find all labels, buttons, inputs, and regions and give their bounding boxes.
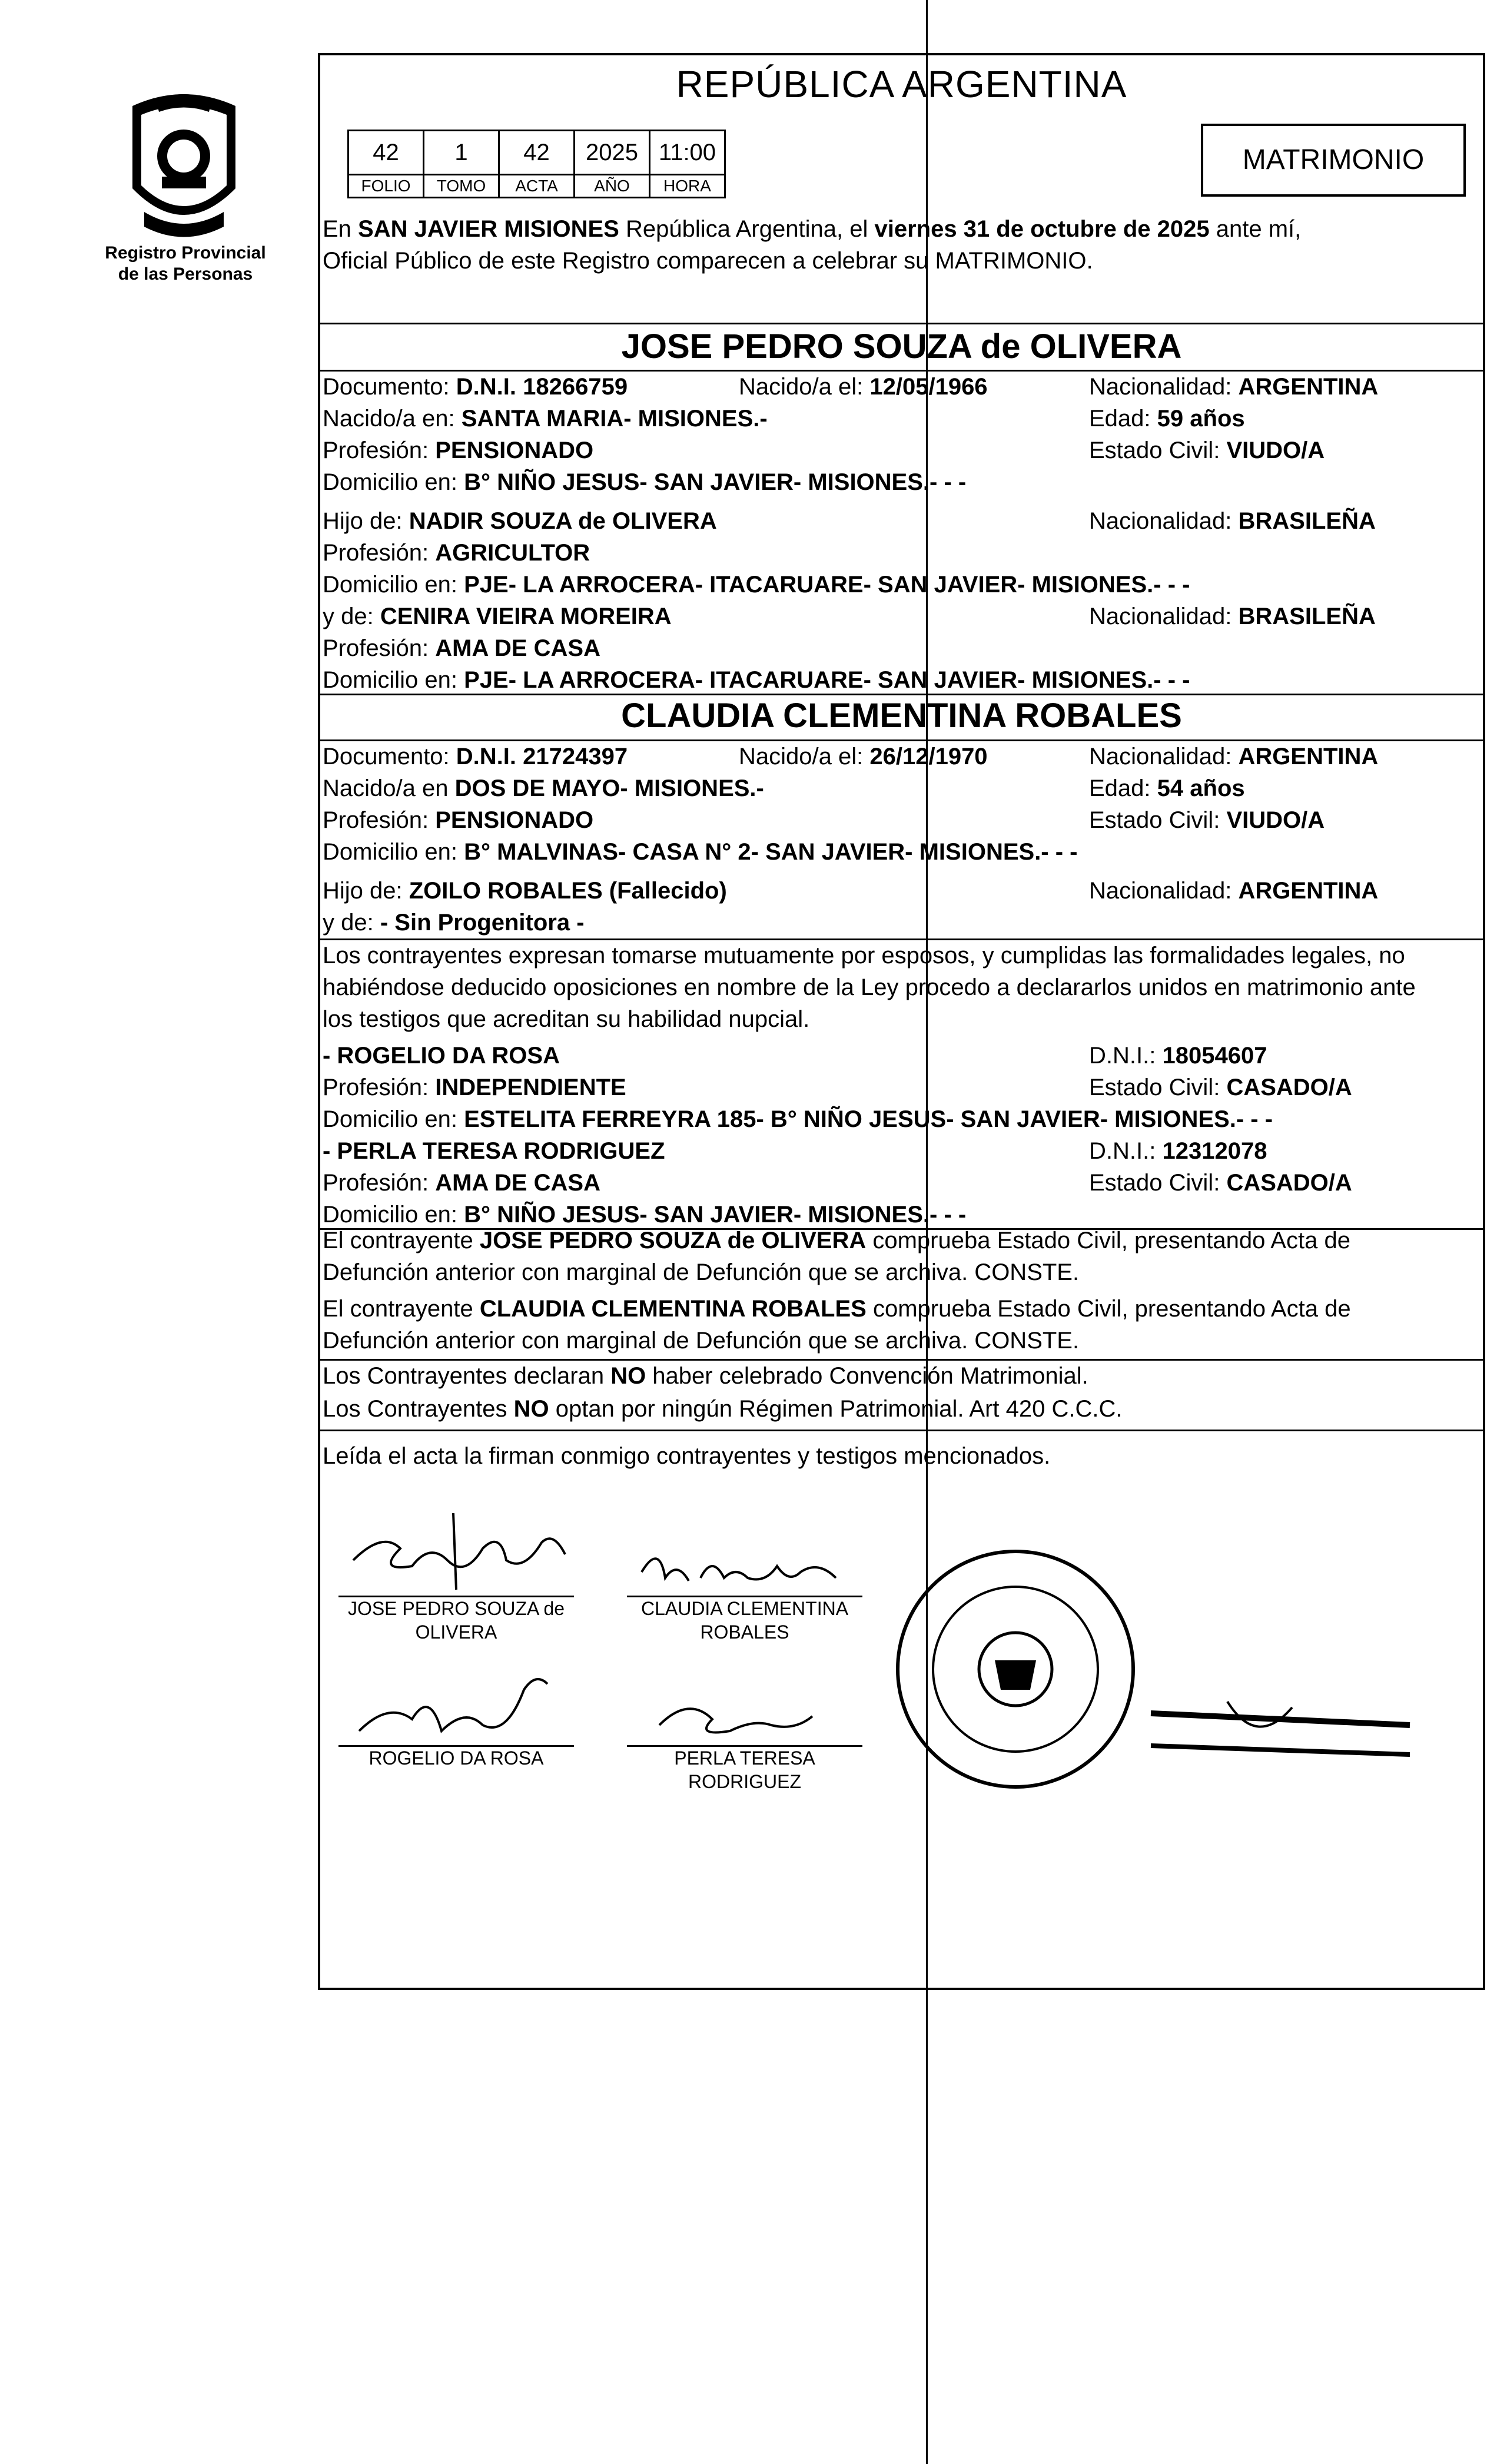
- act-reference-table: [347, 130, 726, 198]
- value: - Sin Progenitora -: [380, 910, 585, 936]
- label: Nacido/a en: [323, 775, 449, 801]
- declaration-line2: habiéndose deducido oposiciones en nombre de la Ley procedo a declararlos unidos en matrimonio ante: [323, 974, 1416, 1000]
- value: PJE- LA ARROCERA- ITACARUARE- SAN JAVIER- MISIONES.- - -: [464, 667, 1190, 693]
- label: Estado Civil:: [1089, 807, 1220, 833]
- label: D.N.I.:: [1089, 1043, 1156, 1069]
- value: AGRICULTOR: [435, 540, 590, 566]
- spouse1-father-address: [323, 569, 1190, 601]
- signature-spouse1: [330, 1507, 589, 1596]
- spouse2-civil-status: [1089, 804, 1325, 836]
- witness1-profession: [323, 1072, 626, 1103]
- spouse2-age: [1089, 772, 1245, 804]
- line: RODRIGUEZ: [688, 1771, 801, 1792]
- registry-label-line1: Registro Provincial: [105, 243, 266, 263]
- spouse1-age: [1089, 403, 1245, 435]
- value: ARGENTINA: [1238, 374, 1379, 400]
- signature-witness2: [624, 1684, 871, 1749]
- note1-line1: [323, 1225, 1350, 1256]
- value: BRASILEÑA: [1238, 603, 1376, 629]
- intro-text-b: República Argentina, el: [619, 216, 875, 242]
- value: B° NIÑO JESUS- SAN JAVIER- MISIONES.- - -: [464, 1202, 967, 1228]
- witness2-dni: [1089, 1135, 1267, 1167]
- label: Hijo de:: [323, 878, 403, 904]
- note1-line2: Defunción anterior con marginal de Defunción que se archiva. CONSTE.: [323, 1259, 1080, 1285]
- label: Profesión:: [323, 437, 429, 463]
- folio-label: FOLIO: [348, 175, 424, 198]
- value: 54 años: [1157, 775, 1245, 801]
- value: 26/12/1970: [869, 744, 988, 770]
- act-type-box: MATRIMONIO: [1201, 124, 1466, 197]
- value: ARGENTINA: [1238, 878, 1379, 904]
- value: 59 años: [1157, 406, 1245, 432]
- label: Estado Civil:: [1089, 437, 1220, 463]
- text: Los Contrayentes: [323, 1396, 514, 1422]
- value: ARGENTINA: [1238, 744, 1379, 770]
- intro-place: SAN JAVIER MISIONES: [358, 216, 619, 242]
- convention-note: [323, 1360, 1088, 1392]
- label: Domicilio en:: [323, 667, 457, 693]
- label: Documento:: [323, 374, 450, 400]
- registry-label-line2: de las Personas: [118, 264, 253, 284]
- label: Domicilio en:: [323, 1202, 457, 1228]
- value: ESTELITA FERREYRA 185- B° NIÑO JESUS- SAN JAVIER- MISIONES.- - -: [464, 1106, 1273, 1132]
- spouse1-mother: [323, 601, 672, 632]
- intro-text-c: ante mí,: [1209, 216, 1302, 242]
- spouse1-father-profession: [323, 537, 590, 569]
- registry-coat-of-arms: [121, 88, 247, 241]
- spouse2-father-nationality: [1089, 875, 1378, 907]
- value: D.N.I. 18266759: [456, 374, 628, 400]
- spouse2-document: [323, 741, 628, 772]
- text: Los Contrayentes declaran: [323, 1363, 611, 1389]
- signature-label-spouse2: [618, 1597, 871, 1644]
- spouse2-mother: [323, 907, 585, 938]
- spouse1-civil-status: [1089, 435, 1325, 466]
- text: optan por ningún Régimen Patrimonial. Art 420 C.C.C.: [549, 1396, 1123, 1422]
- value: - PERLA TERESA RODRIGUEZ: [323, 1138, 665, 1164]
- value: B° NIÑO JESUS- SAN JAVIER- MISIONES.- - -: [464, 469, 967, 495]
- spouse1-mother-address: [323, 664, 1190, 696]
- value: AMA DE CASA: [435, 1170, 600, 1196]
- value: PJE- LA ARROCERA- ITACARUARE- SAN JAVIER- MISIONES.- - -: [464, 572, 1190, 598]
- witness1-name: [323, 1040, 560, 1072]
- text: El contrayente: [323, 1228, 480, 1253]
- acta-value: 42: [499, 131, 575, 175]
- label: Nacionalidad:: [1089, 374, 1232, 400]
- value: - ROGELIO DA ROSA: [323, 1043, 560, 1069]
- value: NO: [513, 1396, 549, 1422]
- value: BRASILEÑA: [1238, 508, 1376, 534]
- line: ROGELIO DA ROSA: [369, 1747, 544, 1769]
- official-registry-seal: [889, 1543, 1142, 1796]
- spouse1-mother-nationality: [1089, 601, 1376, 632]
- spouse2-birthplace: [323, 772, 764, 804]
- declaration-line3: los testigos que acreditan su habilidad nupcial.: [323, 1006, 810, 1032]
- value: DOS DE MAYO- MISIONES.-: [454, 775, 764, 801]
- hour-value: 11:00: [650, 131, 725, 175]
- label: y de:: [323, 603, 374, 629]
- registry-label: [88, 243, 283, 285]
- spouse1-birthdate: [739, 371, 988, 403]
- acta-label: ACTA: [499, 175, 575, 198]
- value: ZOILO ROBALES (Fallecido): [409, 878, 727, 904]
- label: Estado Civil:: [1089, 1075, 1220, 1100]
- regime-note: [323, 1393, 1123, 1425]
- label: Edad:: [1089, 775, 1151, 801]
- divider: [318, 694, 1485, 695]
- folio-value: 42: [348, 131, 424, 175]
- witness1-civil-status: [1089, 1072, 1352, 1103]
- label: y de:: [323, 910, 374, 936]
- spouse2-address: [323, 836, 1078, 868]
- intro-line2: Oficial Público de este Registro comparecen a celebrar su MATRIMONIO.: [323, 248, 1093, 274]
- tomo-label: TOMO: [424, 175, 499, 198]
- label: Nacionalidad:: [1089, 878, 1232, 904]
- official-name-stamp: [1139, 1690, 1422, 1766]
- country-title: REPÚBLICA ARGENTINA: [676, 63, 1127, 105]
- witness1-address: [323, 1103, 1273, 1135]
- witness2-civil-status: [1089, 1167, 1352, 1199]
- signature-label-witness2: [618, 1746, 871, 1793]
- value: PENSIONADO: [435, 807, 594, 833]
- value: VIUDO/A: [1226, 437, 1325, 463]
- line: ROBALES: [700, 1621, 789, 1643]
- spouse2-profession: [323, 804, 593, 836]
- signature-spouse2: [624, 1537, 871, 1596]
- label: Profesión:: [323, 807, 429, 833]
- value: PENSIONADO: [435, 437, 594, 463]
- value: CASADO/A: [1226, 1075, 1352, 1100]
- label: Profesión:: [323, 635, 429, 661]
- spouse2-birthdate: [739, 741, 988, 772]
- intro-text-a: En: [323, 216, 359, 242]
- value: INDEPENDIENTE: [435, 1075, 626, 1100]
- closing-statement: Leída el acta la firman conmigo contrayentes y testigos mencionados.: [323, 1443, 1051, 1469]
- line: OLIVERA: [415, 1621, 497, 1643]
- divider: [318, 323, 1485, 324]
- spouse1-name: JOSE PEDRO SOUZA de OLIVERA: [621, 327, 1182, 366]
- value: 12312078: [1162, 1138, 1267, 1164]
- hour-label: HORA: [650, 175, 725, 198]
- intro-date: viernes 31 de octubre de 2025: [874, 216, 1210, 242]
- value: NO: [610, 1363, 646, 1389]
- label: Nacionalidad:: [1089, 603, 1232, 629]
- signature-label-spouse1: [330, 1597, 583, 1644]
- spouse1-father: [323, 505, 717, 537]
- text: El contrayente: [323, 1296, 480, 1322]
- line: CLAUDIA CLEMENTINA: [640, 1598, 849, 1619]
- value: D.N.I. 21724397: [456, 744, 628, 770]
- label: D.N.I.:: [1089, 1138, 1156, 1164]
- year-label: AÑO: [575, 175, 650, 198]
- label: Nacionalidad:: [1089, 508, 1232, 534]
- signature-witness1: [330, 1666, 589, 1755]
- text: comprueba Estado Civil, presentando Acta de: [866, 1296, 1351, 1322]
- spouse1-father-nationality: [1089, 505, 1376, 537]
- spouse2-father: [323, 875, 727, 907]
- label: Domicilio en:: [323, 1106, 457, 1132]
- line: PERLA TERESA: [674, 1747, 815, 1769]
- text: comprueba Estado Civil, presentando Acta de: [866, 1228, 1350, 1253]
- spouse1-document: [323, 371, 628, 403]
- label: Nacido/a el:: [739, 374, 864, 400]
- value: JOSE PEDRO SOUZA de OLIVERA: [479, 1228, 867, 1253]
- value: SANTA MARIA- MISIONES.-: [461, 406, 768, 432]
- signature-label-witness1: [330, 1746, 583, 1770]
- tomo-value: 1: [424, 131, 499, 175]
- label: Nacido/a en:: [323, 406, 455, 432]
- label: Domicilio en:: [323, 469, 457, 495]
- label: Domicilio en:: [323, 839, 457, 865]
- label: Domicilio en:: [323, 572, 457, 598]
- label: Nacido/a el:: [739, 744, 864, 770]
- witness2-name: [323, 1135, 665, 1167]
- spouse2-name: CLAUDIA CLEMENTINA ROBALES: [621, 697, 1182, 735]
- year-value: 2025: [575, 131, 650, 175]
- label: Estado Civil:: [1089, 1170, 1220, 1196]
- label: Hijo de:: [323, 508, 403, 534]
- declaration-line1: Los contrayentes expresan tomarse mutuamente por esposos, y cumplidas las formalidades legales, no: [323, 943, 1405, 969]
- line: JOSE PEDRO SOUZA de: [347, 1598, 565, 1619]
- spouse2-nationality: [1089, 741, 1378, 772]
- value: VIUDO/A: [1226, 807, 1325, 833]
- text: haber celebrado Convención Matrimonial.: [646, 1363, 1088, 1389]
- witness1-dni: [1089, 1040, 1267, 1072]
- intro-line1: [323, 213, 1301, 245]
- value: CLAUDIA CLEMENTINA ROBALES: [479, 1296, 867, 1322]
- label: Profesión:: [323, 540, 429, 566]
- spouse1-address: [323, 466, 966, 498]
- value: AMA DE CASA: [435, 635, 600, 661]
- spouse1-profession: [323, 435, 593, 466]
- label: Documento:: [323, 744, 450, 770]
- witness2-profession: [323, 1167, 600, 1199]
- value: CENIRA VIEIRA MOREIRA: [380, 603, 672, 629]
- value: CASADO/A: [1226, 1170, 1352, 1196]
- value: 12/05/1966: [869, 374, 988, 400]
- label: Nacionalidad:: [1089, 744, 1232, 770]
- value: B° MALVINAS- CASA N° 2- SAN JAVIER- MISIONES.- - -: [464, 839, 1078, 865]
- value: NADIR SOUZA de OLIVERA: [409, 508, 717, 534]
- spouse1-nationality: [1089, 371, 1378, 403]
- spouse1-mother-profession: [323, 632, 600, 664]
- label: Edad:: [1089, 406, 1151, 432]
- divider: [318, 1430, 1485, 1431]
- label: Profesión:: [323, 1075, 429, 1100]
- note2-line1: [323, 1293, 1351, 1325]
- spouse1-birthplace: [323, 403, 768, 435]
- note2-line2: Defunción anterior con marginal de Defunción que se archiva. CONSTE.: [323, 1328, 1080, 1354]
- label: Profesión:: [323, 1170, 429, 1196]
- value: 18054607: [1162, 1043, 1267, 1069]
